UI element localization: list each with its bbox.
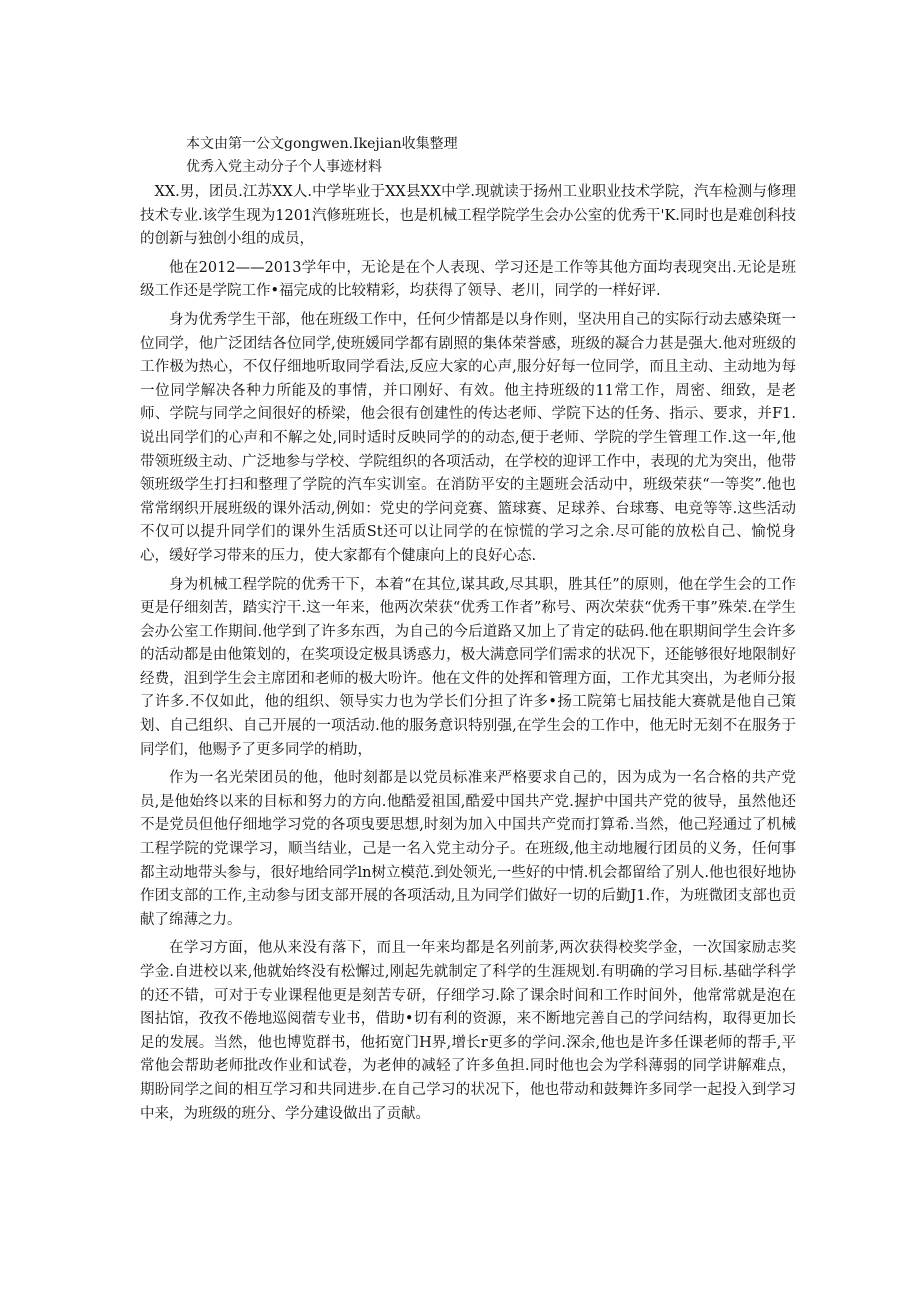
paragraph-student-union: 身为机械工程学院的优秀干下，本着“在其位,谋其政,尽其职，胜其任”的原则，他在学生会的工作更是仔细刻苦，踏实泞干.这一年来，他两次荣获“优秀工作者”称号、两次荣获“优秀干事”殊荣.在学生会办公室工作期间.他学到了许多东西，为自己的今后道路又加上了肯定的砝码.他在职期间学生会许多的活动都是由他策划的，在奖项设定极具诱惑力，极大满意同学们需求的状况下，还能够很好地限制好经费，沮到学生会主席团和老师的极大吩许。他在文件的处挥和管理方面，工作尤其突出，为老师分报了许多.不仅如此，他的组织、领导实力也为学长们分担了许多•扬工院第七届技能大赛就是他自己策划、自己组织、自己开展的一项活动.他的服务意识特别强,在学生会的工作中，他无时无刻不在服务于同学们，他赐予了更多同学的梢助， bbox=[140, 576, 796, 758]
source-note: 本文由第一公文gongwen.Ikejian收集整理 bbox=[186, 136, 458, 152]
paragraph-league-member: 作为一名光荣团员的他，他时刻都是以党员标准来严格要求自己的，因为成为一名合格的共产党员,是他始终以来的目标和努力的方向.他酷爱祖国,酷爱中国共产党.握护中国共产党的彼导，虽然他还不是党员但他仔细地学习党的各项曳要思想,时刻为加入中国共产党而打算希.当然，他己羟通过了机械工程学院的党课学习，顺当结业，己是一名入党主动分子。在班级,他主动地履行团员的义务，任何事都主动地带头参与，很好地给同学ln树立模范.到处领光,一些好的中情.机会都留给了别人.他也很好地协作团支部的工作,主动参与团支部开展的各项活动,且为同学们做好一切的后勤J1.作，为班微团支部也贡献了绵薄之力。 bbox=[140, 770, 796, 928]
document-title: 优秀入党主动分子个人事迹材料 bbox=[186, 159, 382, 175]
document-body bbox=[140, 133, 796, 1126]
paragraph-overview: 他在2012——2013学年中，无论是在个人表现、学习还是工作等其他方面均表现突出.无论是班级工作还是学院工作•福完成的比较精彩，均获得了领导、老川，同学的一样好评. bbox=[140, 259, 796, 300]
paragraph-class-work: 身为优秀学生干部，他在班级工作中，任何少情都是以身作则，坚决用自己的实际行动去感染斑一位同学，他广泛团结各位同学,使班媛同学都有剧照的集体荣誉感，班级的凝合力甚是强大.他对班级的工作极为热心，不仅仔细地听取同学看法,反应大家的心声,服分好每一位同学，而且主动、主动地为每一位同学解决各种力所能及的事情，并口刚好、有效。他主持班级的11常工作，周密、细致，是老师、学院与同学之间很好的桥梁，他会很有创建性的传达老师、学院下达的任务、指示、要求，并F1.说出同学们的心声和不解之处,同时适时反映同学的的动态,便于老师、学院的学生管理工作.这一年,他带领班级主动、广泛地参与学校、学院组织的各项活动，在学校的迎评工作中，表现的尤为突出，他带领班级学生打扫和整理了学院的汽车实训室。在消防平安的主题班会活动中，班级荣获“一等奖”.他也常常纲织开展班级的课外活动,例如：党史的学问竞赛、篮球赛、足球养、台球骞、电竞等等.这些活动不仅可以提升同学们的课外生活质St还可以让同学的在惊慌的学习之余.尽可能的放松自己、愉悦身心，缓好学习带来的压力，使大家都有个健康向上的良好心态. bbox=[140, 311, 796, 564]
paragraph-intro: XX.男，团员.江苏XX人.中学毕业于XX县XX中学.现就读于扬州工业职业技术学院，汽车检测与修理技术专业.该学生现为1201汽修班班长，也是机械工程学院学生会办公室的优秀干'K.同时也是难创科技的创新与独创小组的成员， bbox=[140, 184, 796, 248]
paragraph-study: 在学习方面，他从来没有落下，而且一年来均都是名列前茅,两次获得校奖学金，一次国家励志奖学金.自进校以来,他就始终没有松懈过,刚起先就制定了科学的生涯规划.有明确的学习目标.基础学科学的还不错，可对于专业课程他更是刻苦专研，仔细学习.除了课余时间和工作时间外，他常常就是泡在图拈馆，孜孜不倦地巡阅蓿专业书，借助•切有利的资源，来不断地完善自己的学问结构，取得更加长足的发展。当然，他也博览群书，他拓宽门H界,增长r更多的学问.深余,他也是许多任课老师的帮手,平常他会帮助老师批改作业和试卷，为老伸的减轻了许多鱼担.同时他也会为学科薄弱的同学讲解难点，期盼同学之间的相互学习和共同进步.在自己学习的状况下，他也带动和鼓舞许多同学一起投入到学习中来，为班级的班分、学分建设做出了贡献。 bbox=[140, 940, 796, 1122]
